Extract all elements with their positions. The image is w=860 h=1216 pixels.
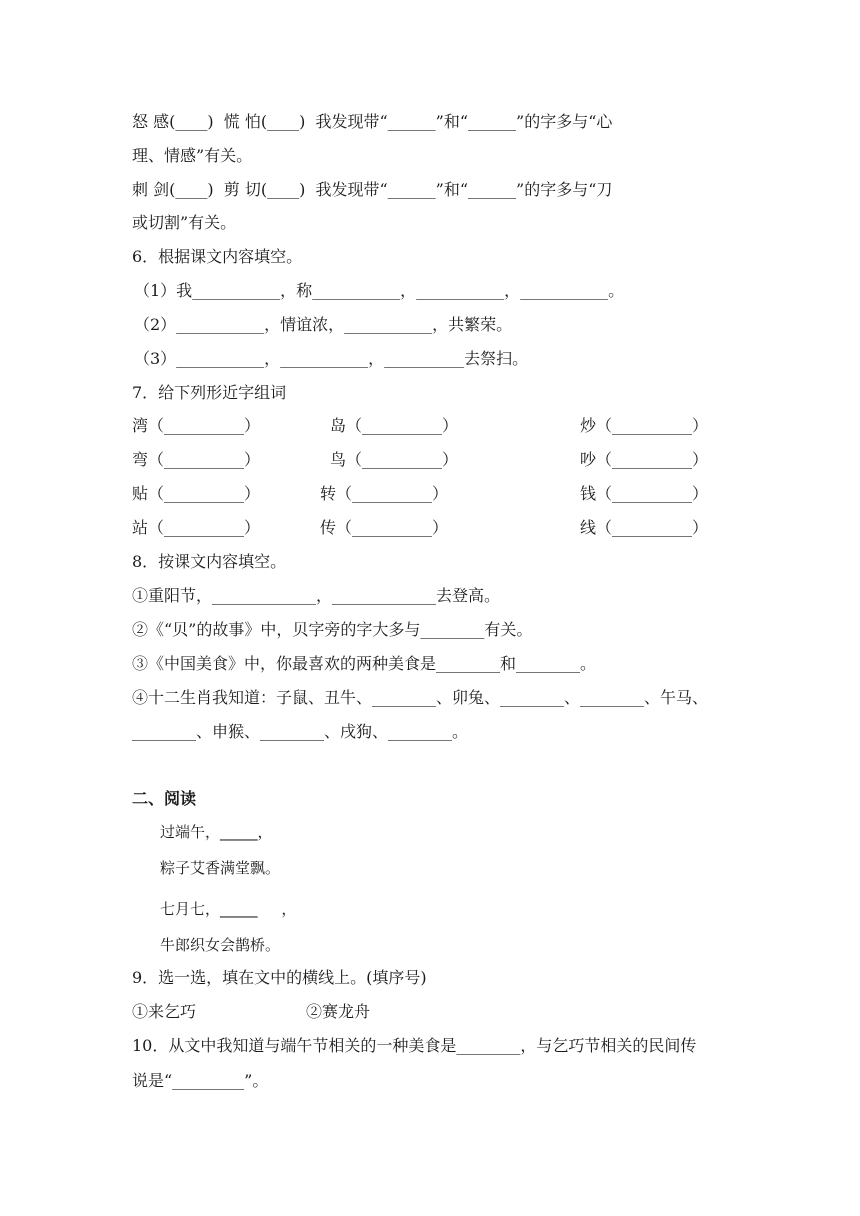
q8-title: 8．按课文内容填空。: [132, 552, 287, 571]
q5-line1b: 理、情感”有关。: [132, 146, 253, 165]
q9-option-1: ①来乞巧: [132, 1002, 197, 1021]
poem-line-1: 过端午，_____，: [160, 823, 273, 841]
q10-line-1: 10．从文中我知道与端午节相关的一种美食是________，与乞巧节相关的民间传: [132, 1036, 697, 1055]
q7-r4-c1: 站（__________）: [132, 518, 261, 537]
q7-r4-c2: 传（__________）: [320, 518, 449, 537]
q7-r1-c3: 炒（__________）: [580, 416, 709, 435]
section2-title: 二、阅读: [132, 789, 197, 808]
q5-line2b: 或切割”有关。: [132, 213, 237, 232]
poem-line-2: 粽子艾香满堂飘。: [160, 859, 281, 877]
q8-item-4: ④十二生肖我知道：子鼠、丑牛、________、卯兔、________、________、午马、: [132, 688, 709, 707]
q7-r2-c1: 弯（__________）: [132, 450, 261, 469]
q7-title: 7．给下列形近字组词: [132, 383, 287, 402]
q7-r3-c2: 转（__________）: [320, 484, 449, 503]
q9-title: 9．选一选，填在文中的横线上。(填序号): [132, 968, 427, 987]
q8-item-5: ________、申猴、________、戌狗、________。: [132, 722, 469, 741]
q6-title: 6．根据课文内容填空。: [132, 247, 303, 266]
poem-line-3: 七月七，_____ ，: [160, 900, 297, 918]
q7-r4-c3: 线（__________）: [580, 518, 709, 537]
q7-r2-c3: 吵（__________）: [580, 450, 709, 469]
q6-item-2: （2）___________，情谊浓，___________，共繁荣。: [134, 315, 513, 334]
q7-r1-c1: 湾（__________）: [132, 416, 261, 435]
q9-option-2: ②赛龙舟: [306, 1002, 371, 1021]
q6-item-1: （1）我___________，称___________，___________，___________。: [134, 281, 625, 300]
q5-line2a: 刺 剑(____) 剪 切(____) 我发现带“______”和“______”的字多与“刀: [132, 180, 613, 199]
q8-item-1: ①重阳节，_____________，_____________去登高。: [132, 586, 501, 605]
q8-item-3: ③《中国美食》中，你最喜欢的两种美食是________和________。: [132, 654, 597, 673]
q6-item-3: （3）___________，___________，__________去祭扫。: [134, 349, 529, 368]
q10-line-2: 说是“_________”。: [132, 1071, 269, 1090]
q8-item-2: ②《“贝”的故事》中，贝字旁的字大多与________有关。: [132, 620, 533, 639]
q7-r3-c3: 钱（__________）: [580, 484, 709, 503]
q7-r3-c1: 贴（__________）: [132, 484, 261, 503]
poem-line-4: 牛郎织女会鹊桥。: [160, 936, 281, 954]
q5-line1a: 怒 感(____) 慌 怕(____) 我发现带“______”和“______”的字多与“心: [132, 112, 613, 131]
q7-r2-c2: 鸟（__________）: [330, 450, 459, 469]
q7-r1-c2: 岛（__________）: [330, 416, 459, 435]
